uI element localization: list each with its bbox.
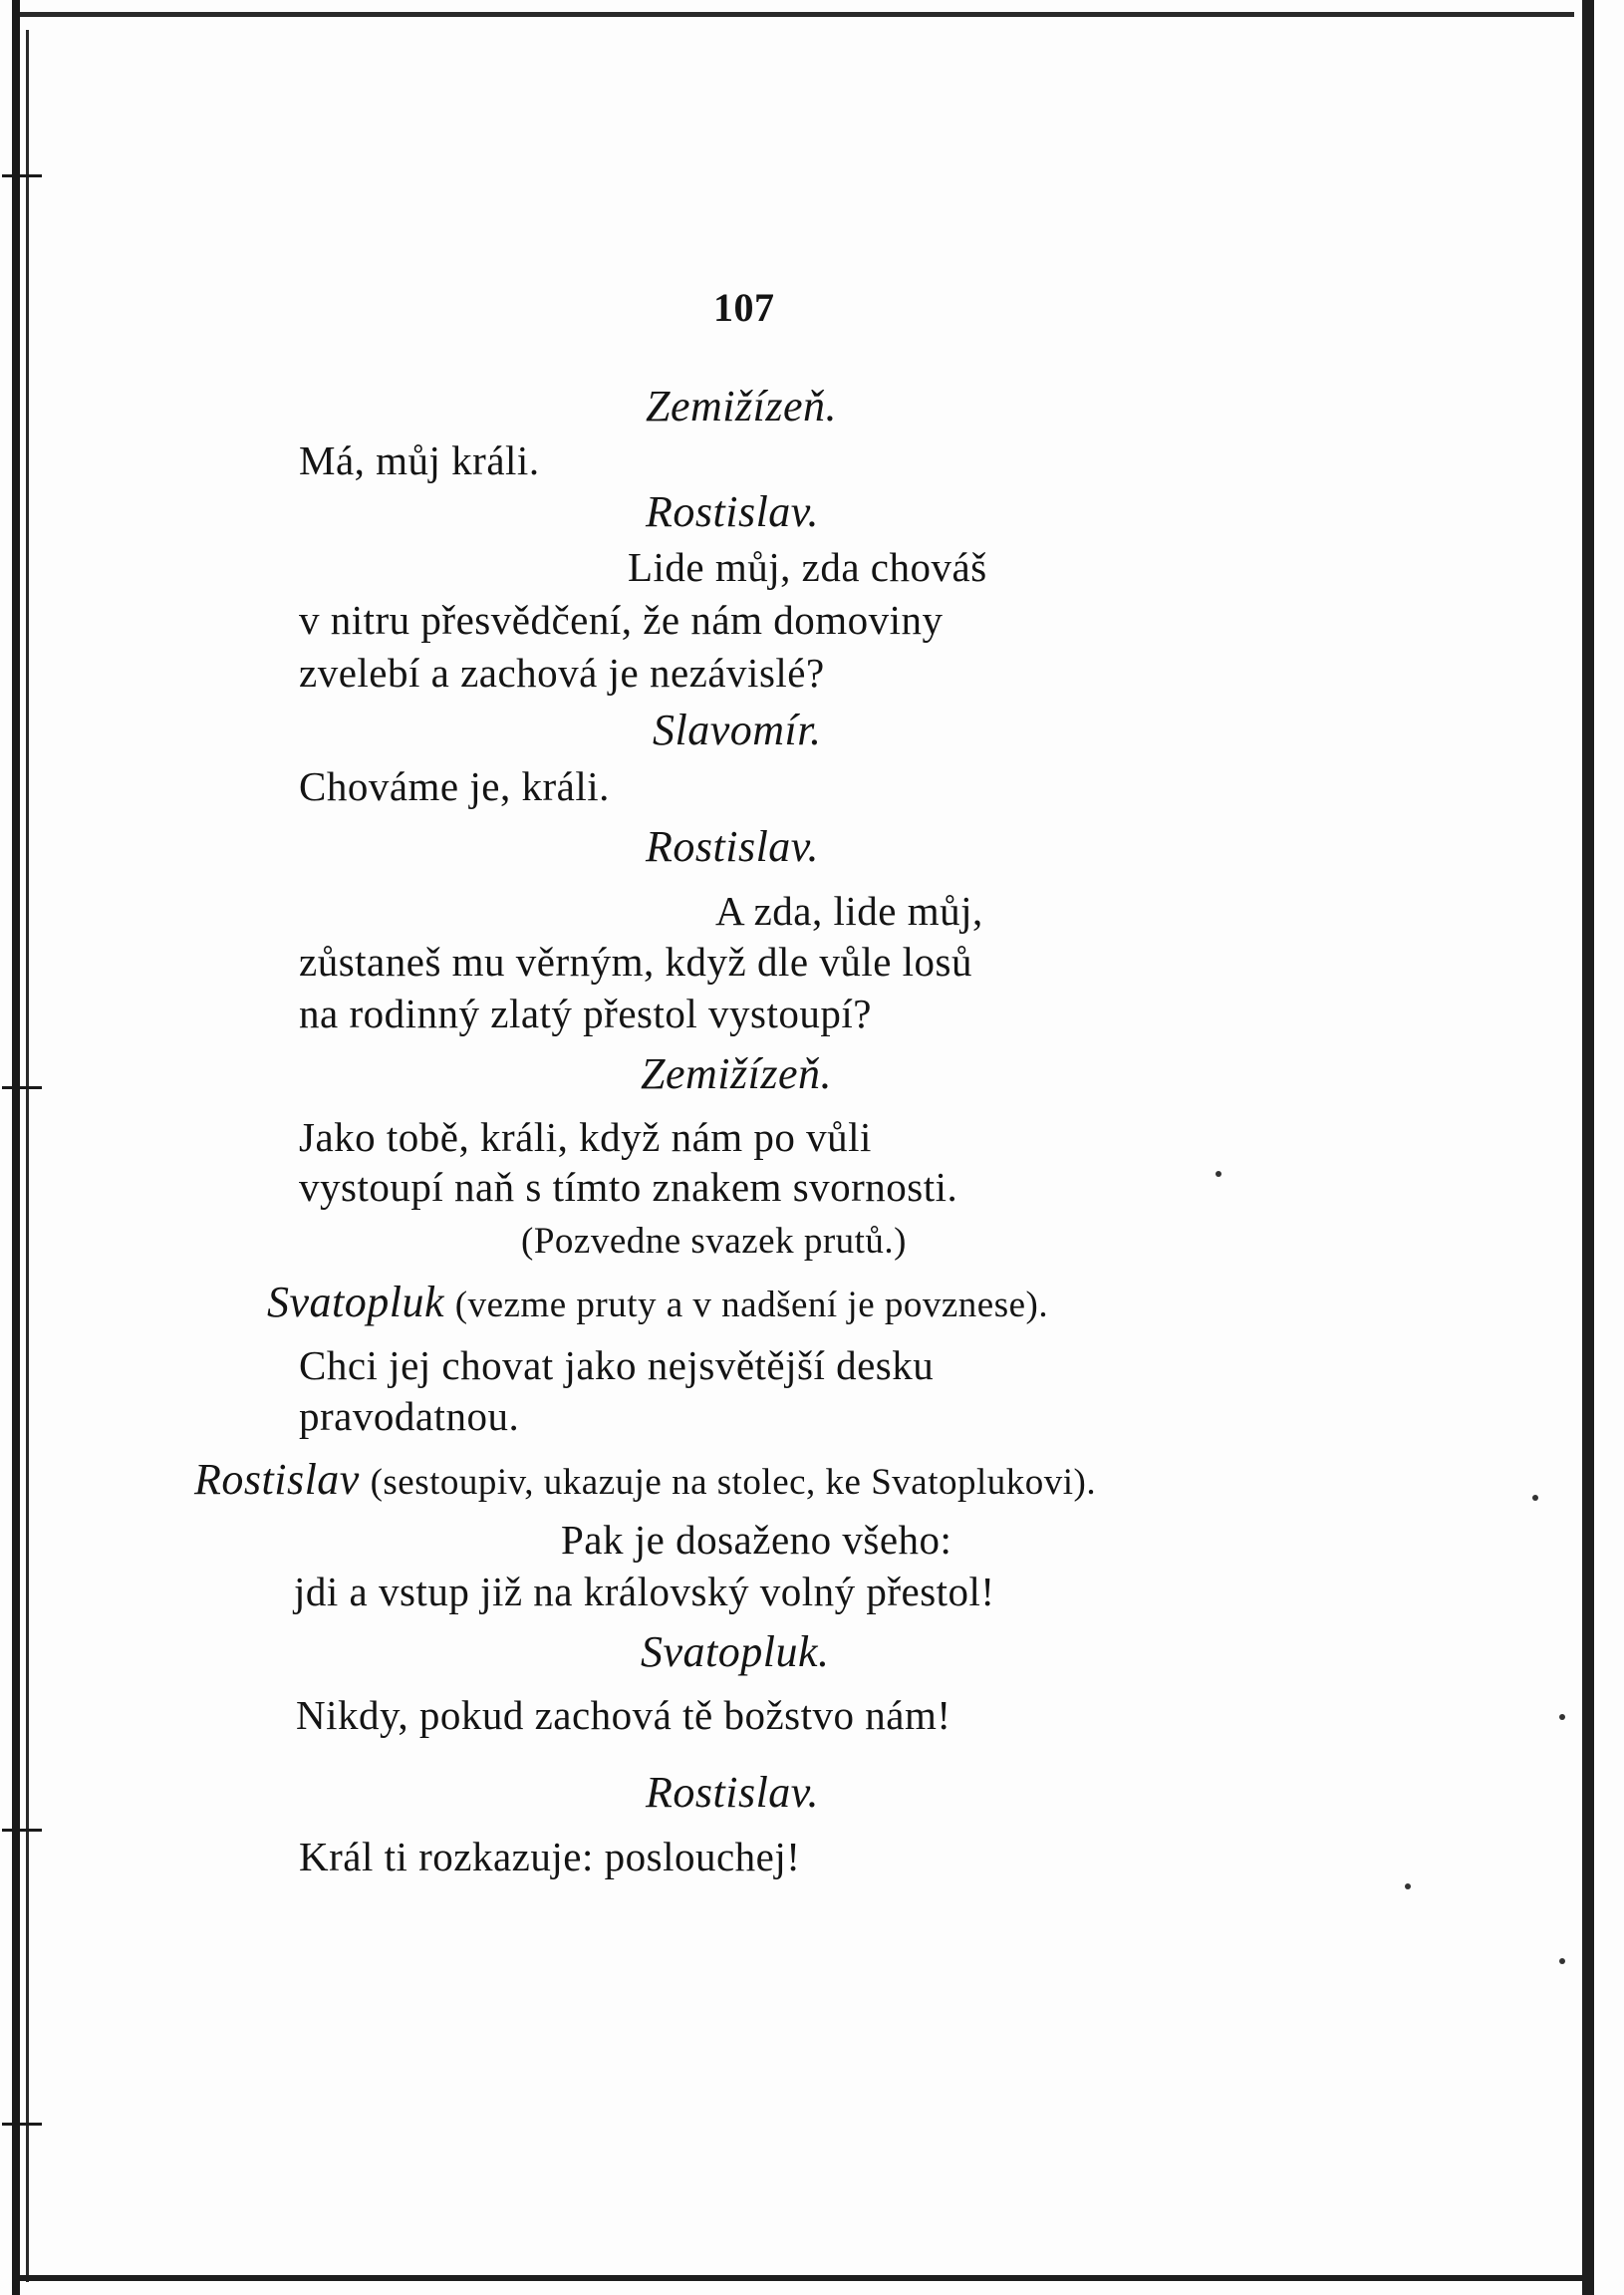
verse-line: Král ti rozkazuje: poslouchej! [299,1834,801,1879]
speaker-name: Rostislav. [646,1768,820,1817]
speaker-name: Rostislav [194,1455,360,1504]
speaker-name: Slavomír. [653,706,822,754]
scan-speck [1559,1958,1565,1964]
stage-direction: (Pozvedne svazek prutů.) [521,1221,908,1262]
verse-line: pravodatnou. [299,1393,520,1439]
speaker-name: Rostislav. [646,822,820,871]
verse-line: zvelebí a zachová je nezávislé? [299,650,825,696]
verse-line: vystoupí naň s tímto znakem svornosti. [299,1164,958,1210]
speaker-name: Svatopluk. [641,1627,830,1676]
verse-line: Chci jej chovat jako nejsvětější desku [299,1342,935,1388]
scan-mark [2,1829,42,1832]
verse-line: zůstaneš mu věrným, když dle vůle losů [299,939,973,985]
speaker-name: Svatopluk [267,1278,445,1326]
scan-speck [1559,1714,1565,1720]
verse-line: Chováme je, králi. [299,763,610,809]
scan-speck [1216,1171,1221,1177]
verse-line: v nitru přesvědčení, že nám domoviny [299,597,944,643]
scan-speck [1532,1495,1538,1501]
verse-line: Nikdy, pokud zachová tě božstvo nám! [296,1692,951,1738]
stage-direction: (sestoupiv, ukazuje na stolec, ke Svatoplukovi). [370,1462,1097,1503]
speaker-name: Zemižízeň. [646,382,837,430]
scan-mark [2,2123,42,2126]
verse-line: A zda, lide můj, [715,888,983,934]
verse-line: jdi a vstup již na královský volný přestol! [294,1569,995,1614]
verse-line: Má, můj králi. [299,437,540,483]
verse-line: Jako tobě, králi, když nám po vůli [299,1114,872,1160]
scan-border-top [20,12,1574,17]
verse-line: na rodinný zlatý přestol vystoupí? [299,991,872,1036]
scan-mark [2,174,42,177]
scan-speck [1405,1883,1411,1889]
scan-mark [2,1086,42,1089]
scan-border-right [1582,0,1594,2295]
speaker-line [267,1278,1048,1330]
scan-border-bottom [20,2275,1594,2281]
verse-line: Pak je dosaženo všeho: [561,1517,952,1563]
scan-border-left [12,0,20,2295]
speaker-name: Zemižízeň. [641,1049,832,1098]
speaker-line [194,1455,1096,1508]
speaker-name: Rostislav. [646,487,820,536]
verse-line: Lide můj, zda chováš [628,544,987,590]
page-number: 107 [713,285,775,330]
scan-border-left-inner [26,30,29,2282]
stage-direction: (vezme pruty a v nadšení je povznese). [454,1285,1049,1325]
